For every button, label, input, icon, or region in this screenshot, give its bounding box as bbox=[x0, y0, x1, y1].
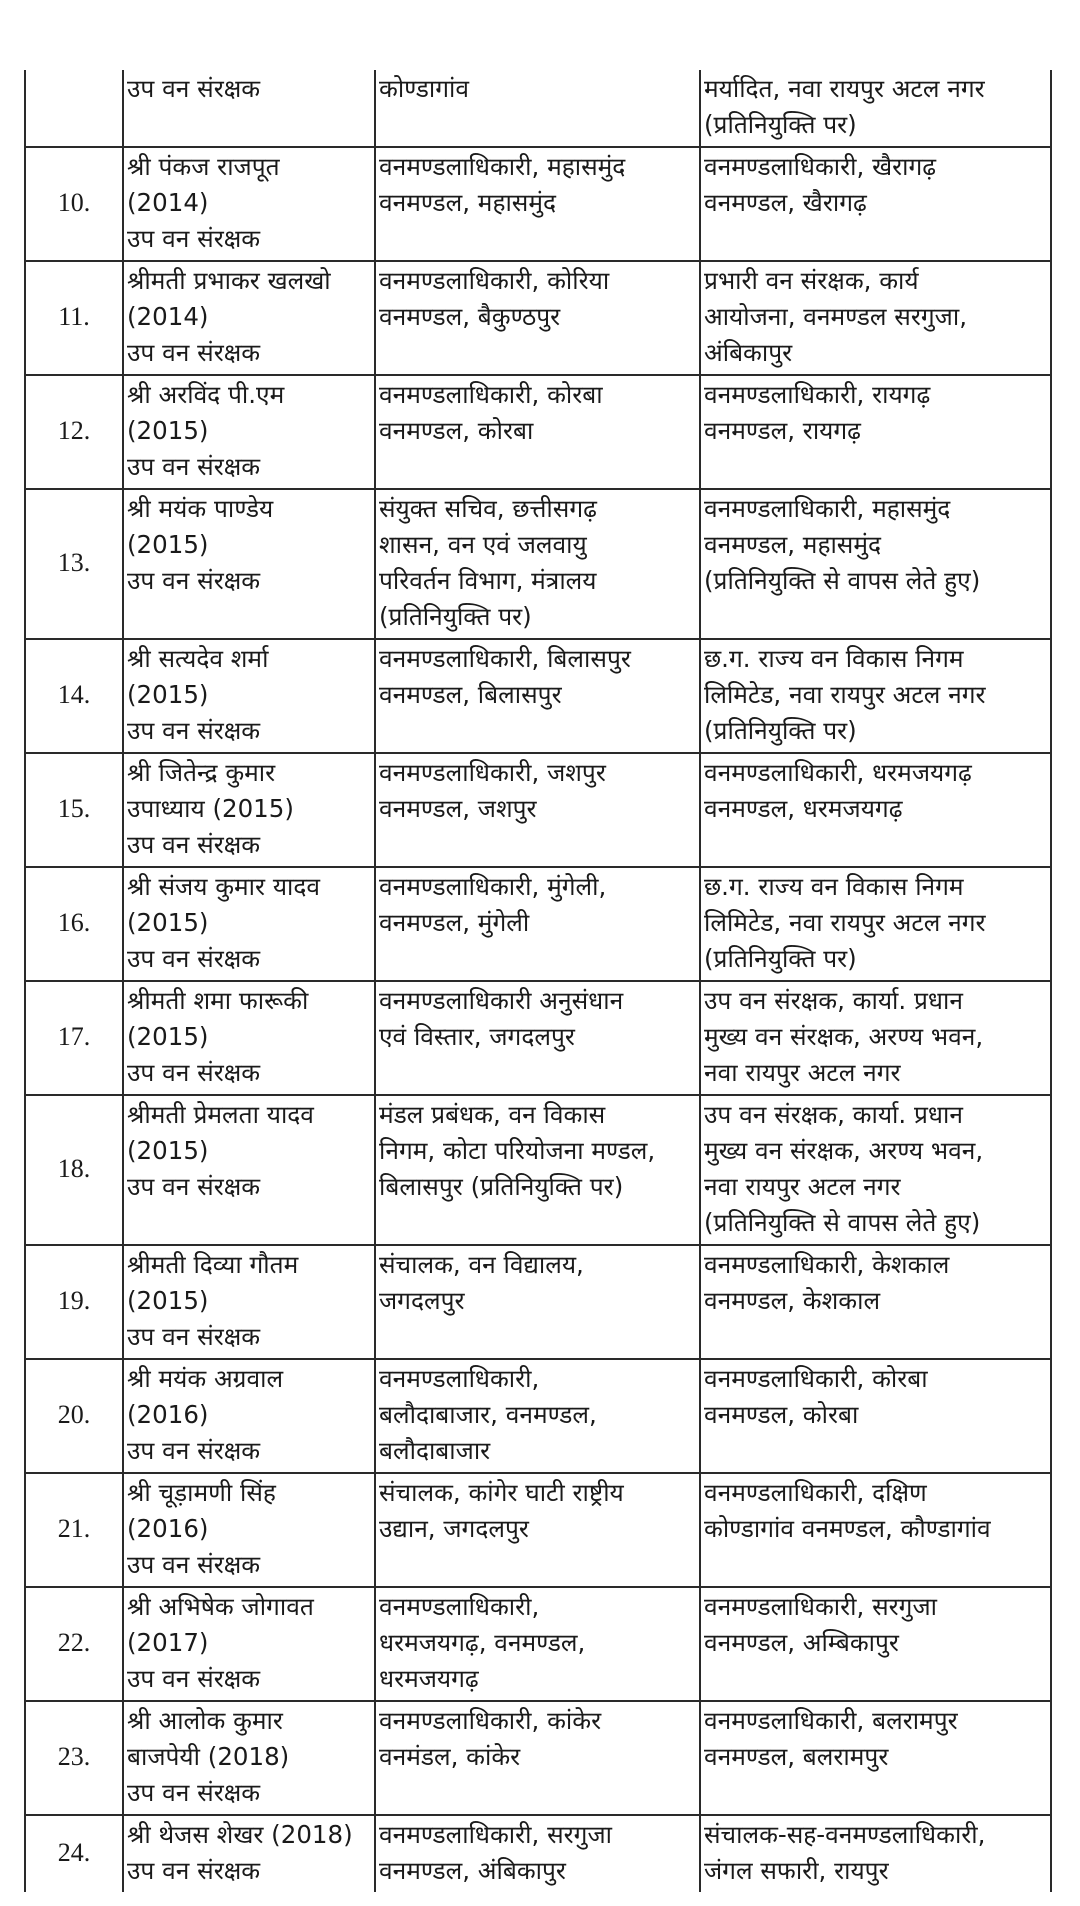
current-posting-line: मंडल प्रबंधक, वन विकास bbox=[379, 1100, 606, 1129]
table-row bbox=[25, 867, 1051, 981]
new-posting-cell bbox=[700, 1359, 1051, 1473]
new-posting-cell bbox=[700, 753, 1051, 867]
new-posting-line: प्रभारी वन संरक्षक, कार्य bbox=[704, 266, 919, 295]
serial-number-cell: 21. bbox=[25, 1473, 123, 1587]
officer-name-line: श्री चूड़ामणी सिंह bbox=[127, 1478, 276, 1507]
current-posting-line: एवं विस्तार, जगदलपुर bbox=[379, 1022, 575, 1051]
current-posting-cell bbox=[375, 147, 700, 261]
new-posting-cell bbox=[700, 1815, 1051, 1892]
serial-number-cell: 11. bbox=[25, 261, 123, 375]
current-posting-line: संचालक, वन विद्यालय, bbox=[379, 1250, 584, 1279]
current-posting-cell bbox=[375, 639, 700, 753]
current-posting-line: उद्यान, जगदलपुर bbox=[379, 1514, 529, 1543]
officer-name-line: उप वन संरक्षक bbox=[127, 1436, 261, 1465]
current-posting-line: वनमण्डलाधिकारी, जशपुर bbox=[379, 758, 606, 787]
serial-number-cell: 22. bbox=[25, 1587, 123, 1701]
current-posting-cell bbox=[375, 1245, 700, 1359]
new-posting-line: वनमण्डलाधिकारी, धरमजयगढ़ bbox=[704, 758, 972, 787]
officer-name-line: (2014) bbox=[127, 302, 209, 331]
new-posting-cell bbox=[700, 1473, 1051, 1587]
officer-name-cell bbox=[123, 1359, 375, 1473]
officer-name-line: (2014) bbox=[127, 188, 209, 217]
current-posting-line: वनमण्डल, अंबिकापुर bbox=[379, 1856, 566, 1885]
table-row bbox=[25, 1095, 1051, 1245]
current-posting-cell bbox=[375, 867, 700, 981]
serial-number-cell: 16. bbox=[25, 867, 123, 981]
new-posting-line: छ.ग. राज्य वन विकास निगम bbox=[704, 644, 964, 673]
new-posting-line: अंबिकापुर bbox=[704, 338, 793, 367]
table-row bbox=[25, 1359, 1051, 1473]
serial-number-cell: 19. bbox=[25, 1245, 123, 1359]
new-posting-cell bbox=[700, 867, 1051, 981]
table-row bbox=[25, 1473, 1051, 1587]
new-posting-line: लिमिटेड, नवा रायपुर अटल नगर bbox=[704, 908, 986, 937]
table-row bbox=[25, 147, 1051, 261]
new-posting-cell bbox=[700, 489, 1051, 639]
table-row bbox=[25, 981, 1051, 1095]
officer-name-cell bbox=[123, 639, 375, 753]
current-posting-line: वनमण्डल, बिलासपुर bbox=[379, 680, 562, 709]
officer-name-line: उप वन संरक्षक bbox=[127, 74, 261, 103]
current-posting-line: वनमण्डलाधिकारी अनुसंधान bbox=[379, 986, 624, 1015]
officer-name-line: श्री मयंक पाण्डेय bbox=[127, 494, 274, 523]
current-posting-cell bbox=[375, 261, 700, 375]
new-posting-line: वनमण्डल, महासमुंद bbox=[704, 530, 882, 559]
officer-name-cell bbox=[123, 1815, 375, 1892]
current-posting-cell bbox=[375, 981, 700, 1095]
current-posting-line: वनमण्डलाधिकारी, मुंगेली, bbox=[379, 872, 607, 901]
officer-name-cell bbox=[123, 375, 375, 489]
serial-number-cell bbox=[25, 70, 123, 147]
new-posting-line: वनमण्डलाधिकारी, केशकाल bbox=[704, 1250, 950, 1279]
table-row bbox=[25, 261, 1051, 375]
new-posting-line: (प्रतिनियुक्ति से वापस लेते हुए) bbox=[704, 1208, 981, 1237]
new-posting-line: वनमण्डल, अम्बिकापुर bbox=[704, 1628, 899, 1657]
new-posting-cell bbox=[700, 639, 1051, 753]
serial-number-cell: 12. bbox=[25, 375, 123, 489]
new-posting-line: नवा रायपुर अटल नगर bbox=[704, 1058, 901, 1087]
new-posting-line: वनमण्डलाधिकारी, रायगढ़ bbox=[704, 380, 931, 409]
serial-number-cell: 10. bbox=[25, 147, 123, 261]
officer-name-line: (2015) bbox=[127, 1136, 209, 1165]
officer-name-cell bbox=[123, 70, 375, 147]
serial-number-cell: 13. bbox=[25, 489, 123, 639]
officer-name-line: उप वन संरक्षक bbox=[127, 452, 261, 481]
officer-name-line: उप वन संरक्षक bbox=[127, 1058, 261, 1087]
current-posting-cell bbox=[375, 1587, 700, 1701]
new-posting-cell bbox=[700, 1701, 1051, 1815]
officer-name-line: श्री थेजस शेखर (2018) bbox=[127, 1820, 353, 1849]
new-posting-line: वनमण्डल, कोरबा bbox=[704, 1400, 859, 1429]
table-row bbox=[25, 1701, 1051, 1815]
new-posting-line: वनमण्डलाधिकारी, दक्षिण bbox=[704, 1478, 927, 1507]
current-posting-line: परिवर्तन विभाग, मंत्रालय bbox=[379, 566, 597, 595]
officer-name-line: श्रीमती दिव्या गौतम bbox=[127, 1250, 299, 1279]
officer-name-line: उप वन संरक्षक bbox=[127, 830, 261, 859]
current-posting-cell bbox=[375, 753, 700, 867]
new-posting-line: मुख्य वन संरक्षक, अरण्य भवन, bbox=[704, 1022, 984, 1051]
officer-name-line: श्री संजय कुमार यादव bbox=[127, 872, 321, 901]
current-posting-line: वनमण्डल, कोरबा bbox=[379, 416, 534, 445]
table-row bbox=[25, 639, 1051, 753]
new-posting-line: वनमण्डलाधिकारी, कोरबा bbox=[704, 1364, 928, 1393]
table-row bbox=[25, 1245, 1051, 1359]
current-posting-line: धरमजयगढ़, वनमण्डल, bbox=[379, 1628, 586, 1657]
new-posting-line: वनमण्डलाधिकारी, महासमुंद bbox=[704, 494, 951, 523]
officer-name-line: (2016) bbox=[127, 1514, 209, 1543]
officer-name-line: श्रीमती प्रभाकर खलखो bbox=[127, 266, 331, 295]
officer-name-line: श्री पंकज राजपूत bbox=[127, 152, 280, 181]
table-row bbox=[25, 753, 1051, 867]
current-posting-line: वनमण्डलाधिकारी, महासमुंद bbox=[379, 152, 626, 181]
current-posting-line: वनमण्डलाधिकारी, कांकेर bbox=[379, 1706, 602, 1735]
officer-name-cell bbox=[123, 489, 375, 639]
officer-name-cell bbox=[123, 867, 375, 981]
officer-name-cell bbox=[123, 1095, 375, 1245]
new-posting-cell bbox=[700, 1587, 1051, 1701]
new-posting-cell bbox=[700, 375, 1051, 489]
new-posting-line: वनमण्डल, खैरागढ़ bbox=[704, 188, 867, 217]
serial-number-cell: 23. bbox=[25, 1701, 123, 1815]
current-posting-line: वनमंडल, कांकेर bbox=[379, 1742, 521, 1771]
officer-name-line: उप वन संरक्षक bbox=[127, 566, 261, 595]
new-posting-line: वनमण्डल, रायगढ़ bbox=[704, 416, 861, 445]
officer-name-line: श्री आलोक कुमार bbox=[127, 1706, 283, 1735]
new-posting-line: (प्रतिनियुक्ति पर) bbox=[704, 716, 857, 745]
current-posting-line: वनमण्डलाधिकारी, bbox=[379, 1592, 540, 1621]
table-row bbox=[25, 1587, 1051, 1701]
officer-name-line: (2015) bbox=[127, 1286, 209, 1315]
new-posting-line: उप वन संरक्षक, कार्या. प्रधान bbox=[704, 986, 963, 1015]
current-posting-line: वनमण्डलाधिकारी, कोरिया bbox=[379, 266, 610, 295]
current-posting-line: बलौदाबाजार bbox=[379, 1436, 491, 1465]
new-posting-cell bbox=[700, 70, 1051, 147]
current-posting-cell bbox=[375, 375, 700, 489]
current-posting-line: संचालक, कांगेर घाटी राष्ट्रीय bbox=[379, 1478, 624, 1507]
officer-name-line: (2015) bbox=[127, 908, 209, 937]
current-posting-cell bbox=[375, 70, 700, 147]
new-posting-line: वनमण्डलाधिकारी, सरगुजा bbox=[704, 1592, 937, 1621]
serial-number-cell: 14. bbox=[25, 639, 123, 753]
current-posting-line: बलौदाबाजार, वनमण्डल, bbox=[379, 1400, 597, 1429]
officer-name-line: उप वन संरक्षक bbox=[127, 224, 261, 253]
officer-name-cell bbox=[123, 147, 375, 261]
officer-name-line: श्री सत्यदेव शर्मा bbox=[127, 644, 269, 673]
current-posting-line: कोण्डागांव bbox=[379, 74, 470, 103]
serial-number-cell: 15. bbox=[25, 753, 123, 867]
new-posting-line: (प्रतिनियुक्ति से वापस लेते हुए) bbox=[704, 566, 981, 595]
current-posting-line: वनमण्डलाधिकारी, सरगुजा bbox=[379, 1820, 612, 1849]
officer-name-line: उप वन संरक्षक bbox=[127, 338, 261, 367]
current-posting-line: वनमण्डल, बैकुण्ठपुर bbox=[379, 302, 561, 331]
current-posting-line: धरमजयगढ़ bbox=[379, 1664, 479, 1693]
officer-name-line: श्रीमती प्रेमलता यादव bbox=[127, 1100, 314, 1129]
new-posting-line: उप वन संरक्षक, कार्या. प्रधान bbox=[704, 1100, 963, 1129]
officer-name-line: श्री जितेन्द्र कुमार bbox=[127, 758, 276, 787]
serial-number-cell: 17. bbox=[25, 981, 123, 1095]
officer-name-line: बाजपेयी (2018) bbox=[127, 1742, 290, 1771]
current-posting-cell bbox=[375, 1359, 700, 1473]
new-posting-cell bbox=[700, 1095, 1051, 1245]
new-posting-line: कोण्डागांव वनमण्डल, कौण्डागांव bbox=[704, 1514, 991, 1543]
officer-name-cell bbox=[123, 1245, 375, 1359]
new-posting-line: आयोजना, वनमण्डल सरगुजा, bbox=[704, 302, 967, 331]
new-posting-line: वनमण्डल, केशकाल bbox=[704, 1286, 881, 1315]
current-posting-line: जगदलपुर bbox=[379, 1286, 465, 1315]
transfer-order-table bbox=[24, 70, 1052, 1892]
new-posting-cell bbox=[700, 147, 1051, 261]
new-posting-line: नवा रायपुर अटल नगर bbox=[704, 1172, 901, 1201]
officer-name-line: श्री मयंक अग्रवाल bbox=[127, 1364, 284, 1393]
new-posting-line: (प्रतिनियुक्ति पर) bbox=[704, 110, 857, 139]
new-posting-line: वनमण्डल, धरमजयगढ़ bbox=[704, 794, 903, 823]
officer-name-line: उप वन संरक्षक bbox=[127, 1664, 261, 1693]
officer-name-line: उप वन संरक्षक bbox=[127, 1172, 261, 1201]
current-posting-line: वनमण्डल, मुंगेली bbox=[379, 908, 530, 937]
officer-name-cell bbox=[123, 753, 375, 867]
current-posting-line: वनमण्डलाधिकारी, bbox=[379, 1364, 540, 1393]
new-posting-line: (प्रतिनियुक्ति पर) bbox=[704, 944, 857, 973]
current-posting-line: वनमण्डल, महासमुंद bbox=[379, 188, 557, 217]
table-row bbox=[25, 489, 1051, 639]
current-posting-line: निगम, कोटा परियोजना मण्डल, bbox=[379, 1136, 656, 1165]
current-posting-line: वनमण्डलाधिकारी, कोरबा bbox=[379, 380, 603, 409]
new-posting-line: वनमण्डलाधिकारी, खैरागढ़ bbox=[704, 152, 937, 181]
new-posting-line: संचालक-सह-वनमण्डलाधिकारी, bbox=[704, 1820, 986, 1849]
new-posting-line: लिमिटेड, नवा रायपुर अटल नगर bbox=[704, 680, 986, 709]
new-posting-cell bbox=[700, 1245, 1051, 1359]
officer-name-cell bbox=[123, 981, 375, 1095]
officer-name-line: (2017) bbox=[127, 1628, 209, 1657]
officer-name-line: उप वन संरक्षक bbox=[127, 1778, 261, 1807]
officer-name-line: (2015) bbox=[127, 416, 209, 445]
officer-name-cell bbox=[123, 1701, 375, 1815]
officer-name-line: श्री अभिषेक जोगावत bbox=[127, 1592, 314, 1621]
table-row bbox=[25, 375, 1051, 489]
table-body bbox=[25, 70, 1051, 1892]
new-posting-line: छ.ग. राज्य वन विकास निगम bbox=[704, 872, 964, 901]
officer-name-line: उप वन संरक्षक bbox=[127, 944, 261, 973]
table-row bbox=[25, 70, 1051, 147]
current-posting-cell bbox=[375, 489, 700, 639]
current-posting-cell bbox=[375, 1095, 700, 1245]
current-posting-cell bbox=[375, 1473, 700, 1587]
new-posting-line: वनमण्डल, बलरामपुर bbox=[704, 1742, 889, 1771]
new-posting-line: जंगल सफारी, रायपुर bbox=[704, 1856, 889, 1885]
officer-name-line: (2015) bbox=[127, 680, 209, 709]
officer-name-line: उप वन संरक्षक bbox=[127, 716, 261, 745]
officer-name-line: (2015) bbox=[127, 530, 209, 559]
new-posting-line: मर्यादित, नवा रायपुर अटल नगर bbox=[704, 74, 985, 103]
officer-name-line: उपाध्याय (2015) bbox=[127, 794, 294, 823]
serial-number-cell: 20. bbox=[25, 1359, 123, 1473]
current-posting-line: बिलासपुर (प्रतिनियुक्ति पर) bbox=[379, 1172, 624, 1201]
new-posting-line: वनमण्डलाधिकारी, बलरामपुर bbox=[704, 1706, 958, 1735]
serial-number-cell: 24. bbox=[25, 1815, 123, 1892]
officer-name-line: उप वन संरक्षक bbox=[127, 1856, 261, 1885]
new-posting-line: मुख्य वन संरक्षक, अरण्य भवन, bbox=[704, 1136, 984, 1165]
current-posting-line: (प्रतिनियुक्ति पर) bbox=[379, 602, 532, 631]
officer-name-cell bbox=[123, 1587, 375, 1701]
current-posting-cell bbox=[375, 1815, 700, 1892]
officer-name-cell bbox=[123, 1473, 375, 1587]
serial-number-cell: 18. bbox=[25, 1095, 123, 1245]
officer-name-line: श्री अरविंद पी.एम bbox=[127, 380, 285, 409]
current-posting-cell bbox=[375, 1701, 700, 1815]
officer-name-line: उप वन संरक्षक bbox=[127, 1322, 261, 1351]
officer-name-cell bbox=[123, 261, 375, 375]
new-posting-cell bbox=[700, 981, 1051, 1095]
current-posting-line: संयुक्त सचिव, छत्तीसगढ़ bbox=[379, 494, 597, 523]
officer-name-line: श्रीमती शमा फारूकी bbox=[127, 986, 309, 1015]
officer-name-line: (2016) bbox=[127, 1400, 209, 1429]
current-posting-line: शासन, वन एवं जलवायु bbox=[379, 530, 587, 559]
officer-name-line: उप वन संरक्षक bbox=[127, 1550, 261, 1579]
current-posting-line: वनमण्डल, जशपुर bbox=[379, 794, 537, 823]
new-posting-cell bbox=[700, 261, 1051, 375]
current-posting-line: वनमण्डलाधिकारी, बिलासपुर bbox=[379, 644, 631, 673]
table-row bbox=[25, 1815, 1051, 1892]
officer-name-line: (2015) bbox=[127, 1022, 209, 1051]
